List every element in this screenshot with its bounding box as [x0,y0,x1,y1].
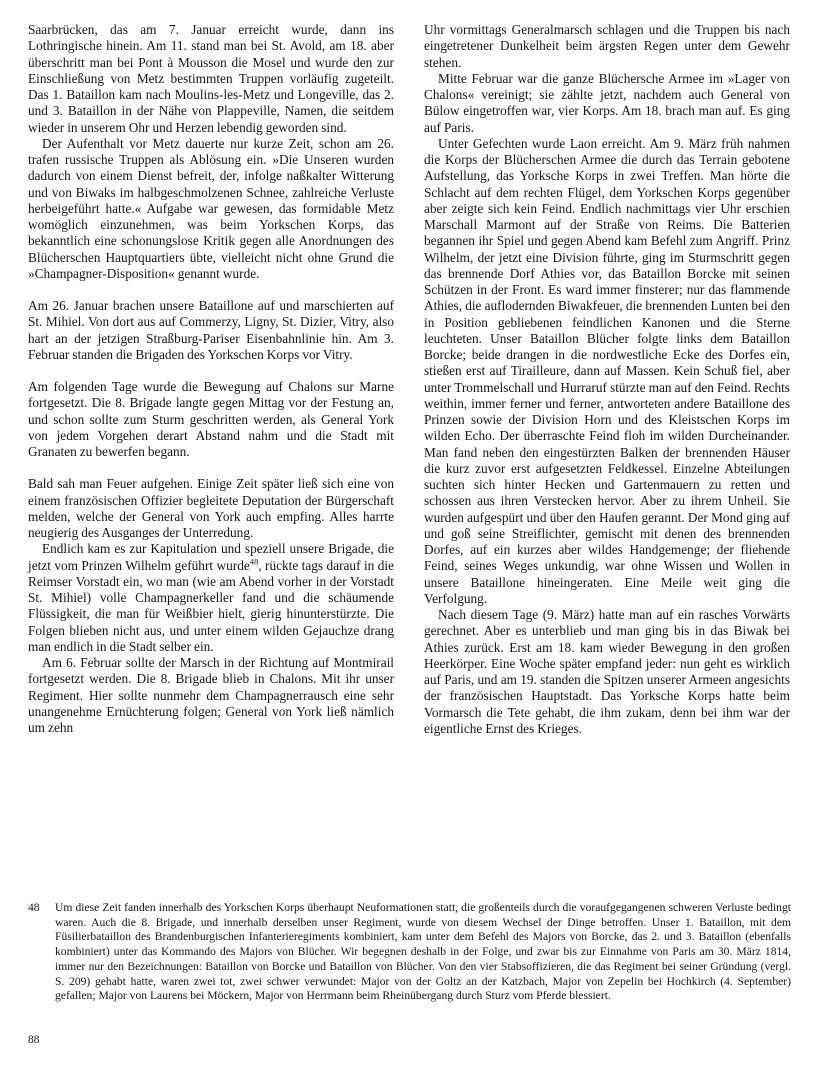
right-column [424,22,790,737]
paragraph-left-5: Bald sah man Feuer aufgehen. Einige Zeit später ließ sich eine von einem französischen Offizier begleitete Deputation der Bürgerschaft melden, welche der General von York auch empfing. Alles harrte neugierig des Ausganges der Unterredung. [28,476,394,540]
page-number: 88 [28,1034,40,1046]
footnote-reference: 48 [249,556,259,567]
paragraph-left-4: Am folgenden Tage wurde die Bewegung auf Chalons sur Marne fortgesetzt. Die 8. Brigade langte gegen Mittag vor der Festung an, und schon sollte zum Sturm geschritten werden, als General York von jedem Vorgehen derart Abstand nahm und die Stadt mit Granaten zu bewerfen begann. [28,379,394,459]
paragraph-right-4: Nach diesem Tage (9. März) hatte man auf ein rasches Vorwärts gerechnet. Aber es unterblieb und man ging bis in das Biwak bei Athies zurück. Erst am 18. kam wieder Bewegung in den großen Heerkörper. Eine Woche später empfand jeder: nun geht es wirklich auf Paris, und am 19. standen die Spitzen unserer Armeen angesichts der französischen Hauptstadt. Das Yorksche Korps hatte beim Vormarsch die Tete gehabt, die ihm zukam, denn bei ihm war der eigentliche Ernst des Krieges. [424,607,790,736]
paragraph-left-3: Am 26. Januar brachen unsere Bataillone auf und marschierten auf St. Mihiel. Von dort aus auf Commerzy, Ligny, St. Dizier, Vitry, also hart an der jetzigen Straßburg-Pariser Eisenbahnlinie hin. Am 3. Februar standen die Brigaden des Yorkschen Korps vor Vitry. [28,298,394,362]
footnote-48 [28,901,791,1004]
paragraph-right-1: Uhr vormittags Generalmarsch schlagen und die Truppen bis nach eingetretener Dunkelheit beim ärgsten Regen unter dem Gewehr stehen. [424,22,790,70]
text-columns [28,22,791,737]
footnote-marker: 48 [28,901,40,914]
paragraph-left-2: Der Aufenthalt vor Metz dauerte nur kurze Zeit, schon am 26. trafen russische Truppen als Ablösung ein. »Die Unseren wurden dadurch von einem Dienst befreit, der, infolge naßkalter Witterung und von Biwaks im halbgeschmolzenen Schnee, zahlreiche Verluste herbeigeführt hatte.« Aufgabe war gewesen, das formidable Metz womöglich einzunehmen, was beim Yorkschen Korps, das bekanntlich eine schonungslose Kritik gegen alle Anordnungen des Blücherschen Hauptquartiers übte, vielleicht nicht ohne Grund die »Champagner-Disposition« genannt wurde. [28,135,394,281]
left-column [28,22,394,737]
paragraph-right-2: Mitte Februar war die ganze Blüchersche Armee im »Lager von Chalons« vereinigt; sie zählte jetzt, nachdem auch General von Bülow eingetroffen war, vier Korps. Am 18. brach man auf. Es ging auf Paris. [424,70,790,135]
footnote-section [28,901,791,1004]
paragraph-left-6: Endlich kam es zur Kapitulation und speziell unsere Brigade, die jetzt vom Prinzen Wilhelm geführt wurde$^{48}$, rückte tags darauf in die Reimser Vorstadt ein, wo man (wie am Abend vorher in der Vorstadt St. Mihiel) volle Champagnerkeller fand und die schäumende Flüssigkeit, die man für Weißbier hielt, gierig hinunterstürzte. Die Folgen blieben nicht aus, und unter einem wilden Gejauchze drang man endlich in die Stadt selber ein. [28,541,394,654]
paragraph-left-7: Am 6. Februar sollte der Marsch in der Richtung auf Montmirail fortgesetzt werden. Die 8. Brigade blieb in Chalons. Mit ihr unser Regiment. Hier sollte nunmehr dem Champagnerrausch eine sehr unangenehme Ernüchterung folgen; General von York ließ nämlich um zehn [28,655,394,735]
paragraph-left-1: Saarbrücken, das am 7. Januar erreicht wurde, dann ins Lothringische hinein. Am 11. stand man bei St. Avold, am 18. aber überschritt man bei Pont à Mousson die Mosel und wurde den zur Einschließung von Metz bestimmten Truppen vorläufig zugeteilt. Das 1. Bataillon kam nach Moulins-les-Metz und Longeville, das 2. und 3. Bataillon in der Nähe von Plappeville, Namen, die seitdem wieder in unserem Ohr und Herzen lebendig geworden sind. [28,22,394,135]
footnote-text: Um diese Zeit fanden innerhalb des Yorkschen Korps überhaupt Neuformationen statt, die großenteils durch die voraufgegangenen schweren Verluste bedingt waren. Auch die 8. Brigade, und innerhalb derselben unser Regiment, wurde von diesem Wechsel der Dinge betroffen. Unser 1. Bataillon, mit dem Füsilierbataillon des Brandenburgischen Infanterieregiments kombiniert, kam unter dem Befehl des Majors von Borcke, das 2. und 3. Bataillon (ebenfalls kombiniert) unter das Kommando des Majors von Blücher. Wir begegnen deshalb in der Folge, und zwar bis zur Einnahme von Paris am 30. März 1814, immer nur den Bezeichnungen: Bataillon von Borcke und Bataillon von Blücher. Von den vier Stabsoffizieren, die das Regiment bei seiner Gründung (vergl. S. 209) gehabt hatte, waren zwei tot, zwei schwer verwundet: Major von der Goltz an der Katzbach, Major von Zepelin bei Hochkirch (4. September) gefallen; Major von Laurens bei Möckern, Major von Herrmann beim Rheinübergang durch Sturz vom Pferde blessiert. [55,901,791,1003]
paragraph-right-3: Unter Gefechten wurde Laon erreicht. Am 9. März früh nahmen die Korps der Blücherschen Armee die durch das Terrain gebotene Aufstellung, das Yorksche Korps in zwei Treffen. Man hörte die Schlacht auf dem rechten Flügel, dem Yorkschen Korps gegenüber aber zeigte sich kein Feind. Endlich nachmittags vier Uhr erschien Marschall Marmont auf der Straße von Reims. Die Batterien begannen ihr Spiel und gegen Abend kam Befehl zum Angriff. Prinz Wilhelm, der jetzt eine Division führte, ging im Sturmschritt gegen das brennende Dorf Athies vor, das Bataillon Borcke mit seinen Schützen in der Front. Es ward immer finsterer; nur das flammende Athies, die auflodernden Biwakfeuer, die brennenden Lunten bei den in Position gebliebenen feindlichen Kanonen und die Sterne leuchteten. Unser Bataillon Blücher folgte links dem Bataillon Borcke; beide drangen in die nordwestliche Ecke des Dorfes ein, stießen erst auf Tirailleure, dann auf Massen. Kein Schuß fiel, aber unter Trommelschall und Hurraruf stürzte man auf den Feind. Rechts weithin, immer ferner und ferner, antworteten andere Bataillone des Prinzen sowie der Division Horn und des Kleistschen Korps im wilden Echo. Der überraschte Feind floh im wilden Durcheinander. Man fand neben den eingestürzten Balken der brennenden Häuser die kurz zuvor erst aufgesetzten Feldkessel. Einzelne Abteilungen suchten sich hinter Hecken und Gartenmauern zu retten und schossen aus ihren Verstecken hervor. Aber zu ihrem Unheil. Sie wurden aufgespürt und über den Haufen gerannt. Der Mond ging auf und goß seine Streiflichter, gemischt mit denen des brennenden Dorfes, auf ein kurzes aber wildes Handgemenge; der fliehende Feind, seines Weges unkundig, war ohne Wissen und Wollen in unsere Bataillone hineingeraten. Eine Meile weit ging die Verfolgung. [424,135,790,606]
